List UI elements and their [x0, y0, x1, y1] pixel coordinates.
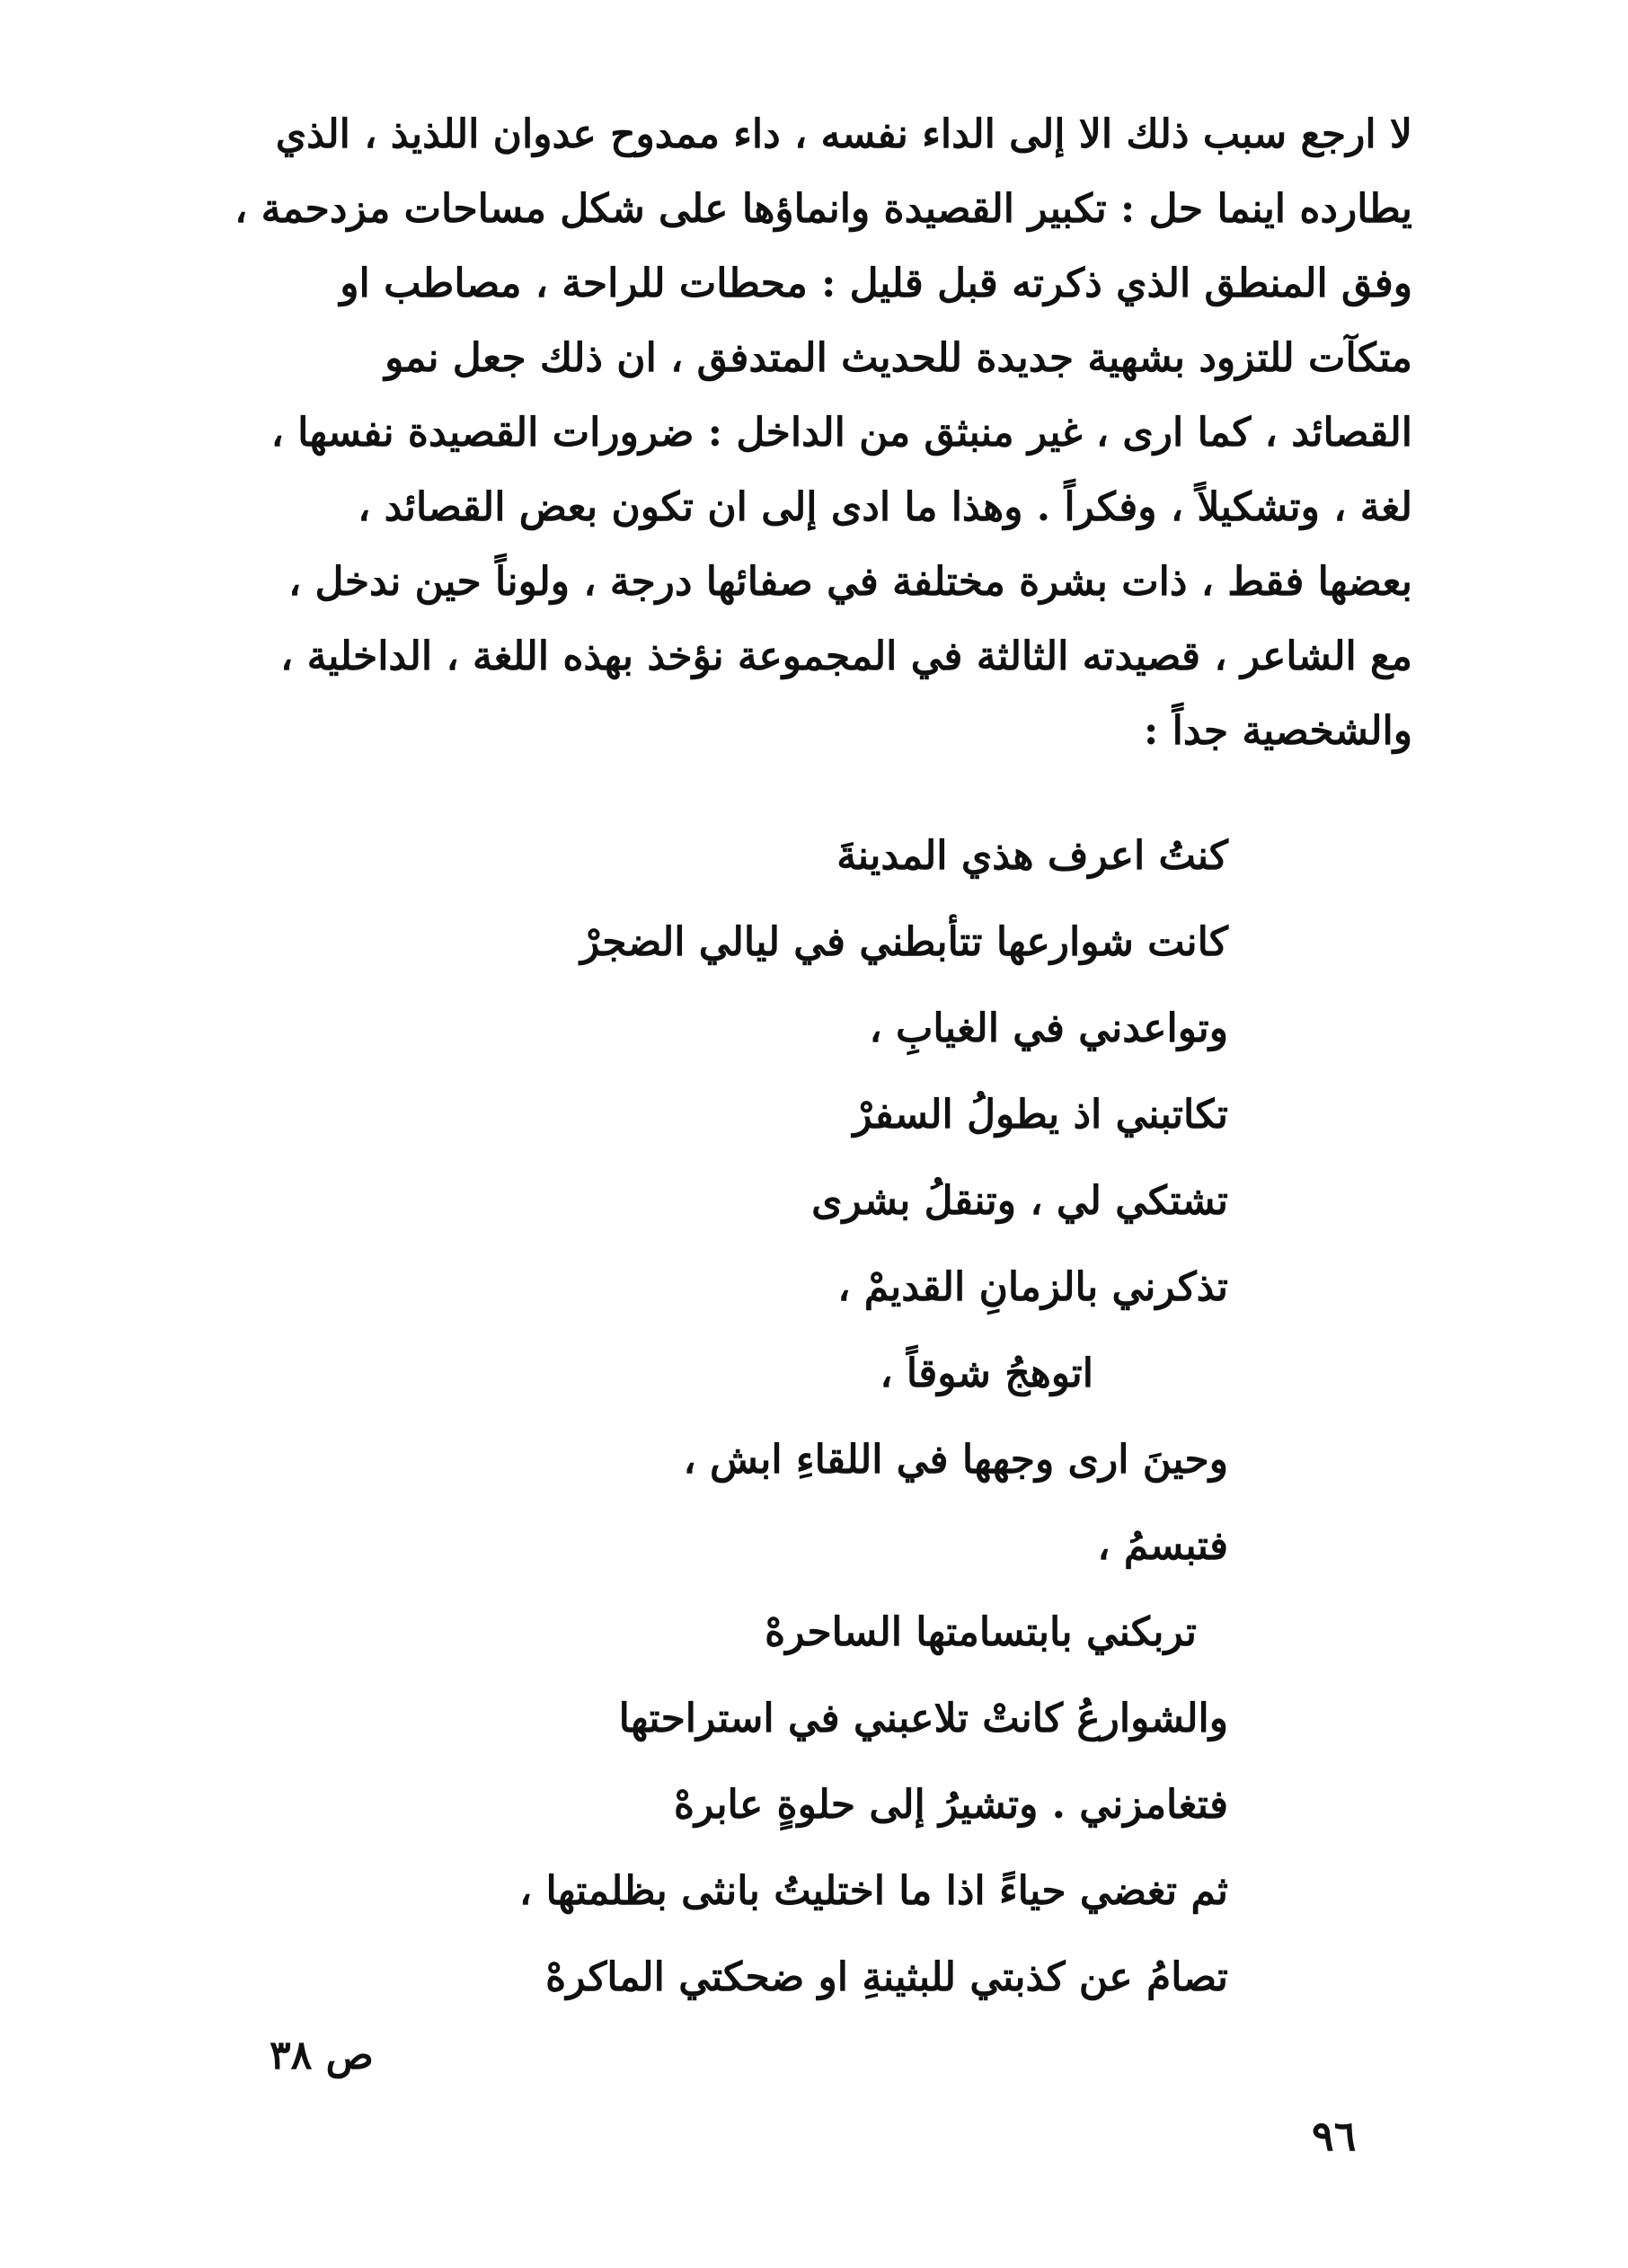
poem-line: كانت شوارعها تتأبطني في ليالي الضجرْ [580, 919, 1228, 965]
poem-line: تشتكي لي ، وتنقلُ بشرى [811, 1178, 1228, 1224]
poem-line: تذكرني بالزمانِ القديمْ ، [837, 1264, 1228, 1310]
poem-line: فتبسمُ ، [1097, 1523, 1228, 1569]
poem-line: فتغامزني . وتشيرُ إلى حلوةٍ عابرهْ [673, 1782, 1228, 1828]
prose-line: يطارده اينما حل : تكبير القصيدة وانماؤها على شكل مساحات مزدحمة ، [234, 186, 1412, 232]
poem-line: والشوارعُ كانتْ تلاعبني في استراحتها [618, 1696, 1228, 1741]
poem-line: تصامُ عن كذبتي للبثينةِ او ضحكتي الماكرهْ [545, 1954, 1228, 2000]
prose-line: مع الشاعر ، قصيدته الثالثة في المجموعة نؤخذ بهذه اللغة ، الداخلية ، [280, 633, 1412, 679]
poem-line: تربكني بابتسامتها الساحرهْ [765, 1609, 1197, 1655]
prose-line: بعضها فقط ، ذات بشرة مختلفة في صفائها درجة ، ولوناً حين ندخل ، [288, 559, 1412, 605]
poem-line: اتوهجُ شوقاً ، [880, 1351, 1093, 1396]
prose-line: لغة ، وتشكيلاً ، وفكراً . وهذا ما ادى إلى ان تكون بعض القصائد ، [358, 484, 1412, 530]
poem-line: وتواعدني في الغيابِ ، [869, 1006, 1228, 1051]
prose-line: متكآت للتزود بشهية جديدة للحديث المتدفق ، ان ذلك جعل نمو [385, 335, 1412, 381]
poem-line: ثم تغضي حياءً اذا ما اختليتُ بانثى بظلمتها ، [518, 1868, 1228, 1914]
poem-line: تكاتبني اذ يطولُ السفرْ [853, 1092, 1228, 1138]
prose-line: لا ارجع سبب ذلك الا إلى الداء نفسه ، داء ممدوح عدوان اللذيذ ، الذي [275, 111, 1412, 157]
page-number: ٩٦ [1312, 2112, 1357, 2160]
poem-line: كنتُ اعرف هذي المدينةَ [836, 833, 1228, 879]
poem-line: وحينَ ارى وجهها في اللقاءِ ابش ، [683, 1437, 1228, 1483]
poem-block [240, 813, 1228, 2021]
prose-line: والشخصية جداً : [1144, 708, 1412, 754]
prose-line: وفق المنطق الذي ذكرته قبل قليل : محطات للراحة ، مصاطب او [340, 261, 1412, 306]
prose-paragraph [217, 97, 1412, 768]
prose-line: القصائد ، كما ارى ، غير منبثق من الداخل : ضرورات القصيدة نفسها ، [270, 410, 1412, 456]
page-reference: ص ٣٨ [270, 2033, 374, 2078]
